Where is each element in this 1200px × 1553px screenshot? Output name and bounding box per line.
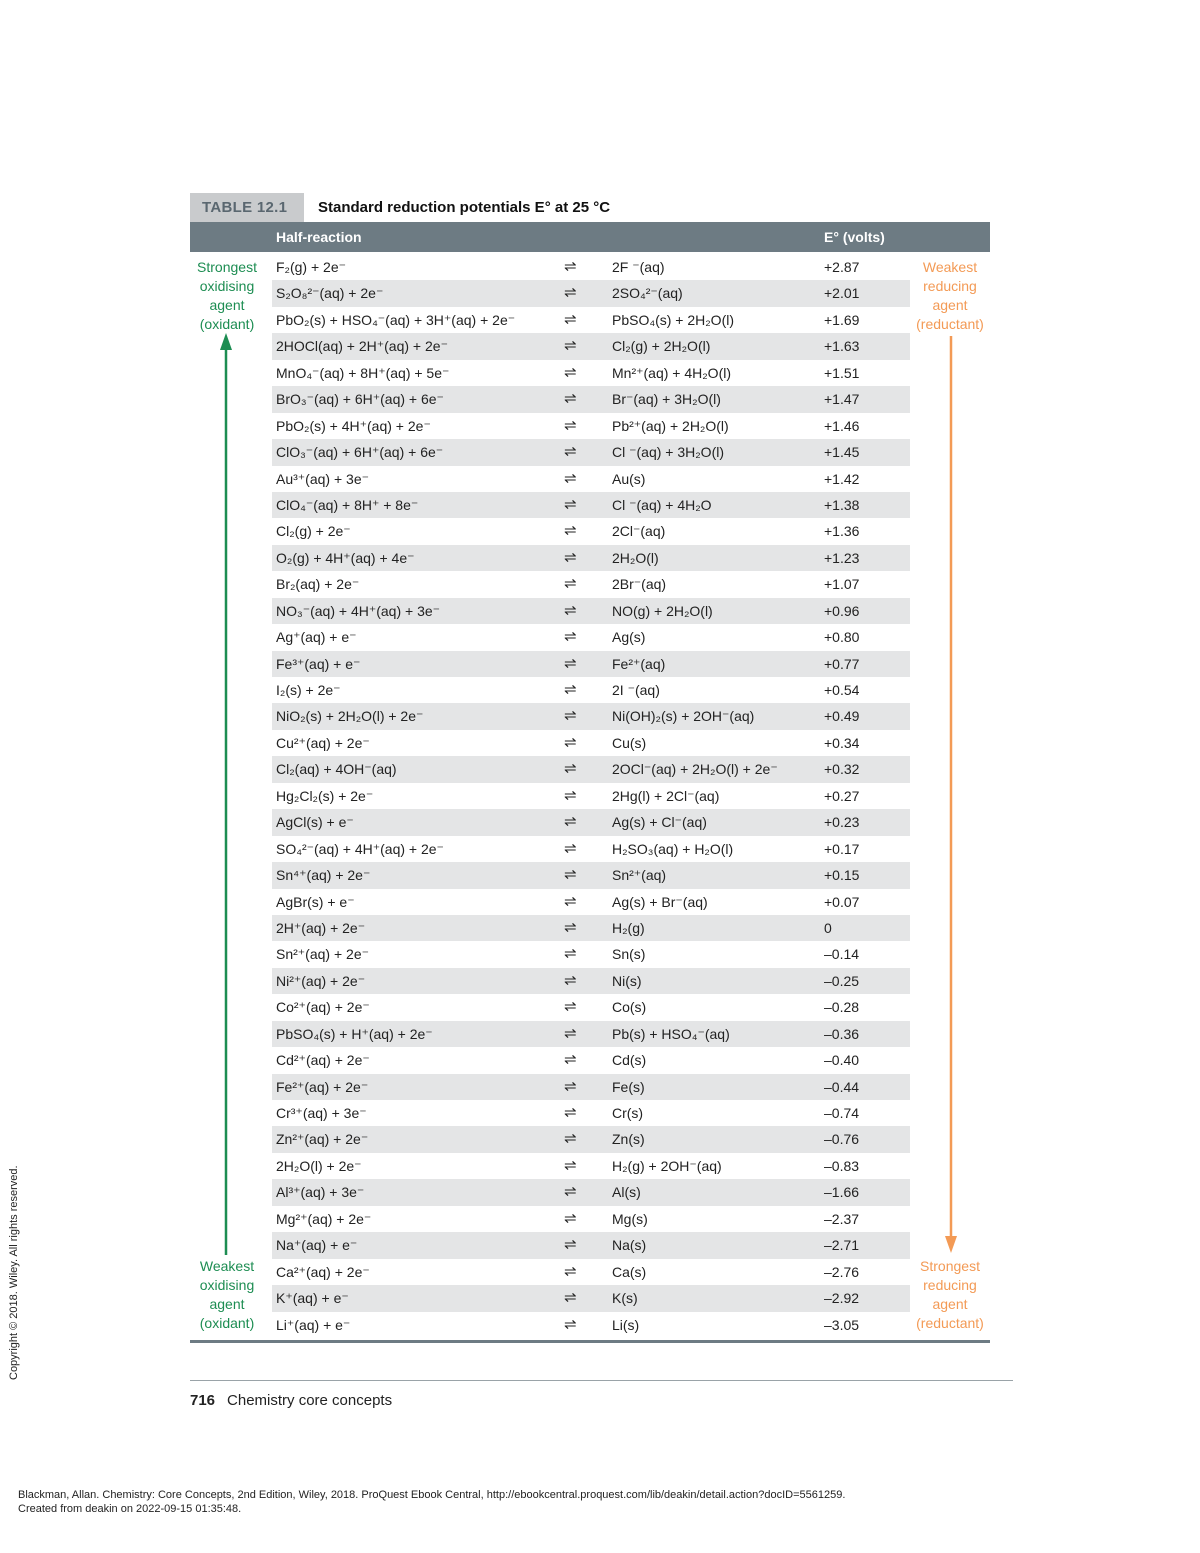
product-side: K(s) (612, 1290, 638, 1307)
potential-value: –0.25 (824, 972, 860, 989)
down-arrow-icon (945, 336, 957, 1253)
reactant-side: Ca²⁺(aq) + 2e⁻ (276, 1263, 370, 1280)
potential-value: –0.28 (824, 999, 860, 1016)
product-side: Ni(OH)₂(s) + 2OH⁻(aq) (612, 708, 755, 725)
product-side: Au(s) (612, 470, 646, 487)
equilibrium-arrow-icon: ⇌ (564, 1024, 577, 1042)
potential-value: +1.69 (824, 311, 860, 328)
reactant-side: PbSO₄(s) + H⁺(aq) + 2e⁻ (276, 1025, 433, 1042)
potential-value: +0.27 (824, 787, 860, 804)
equilibrium-arrow-icon: ⇌ (564, 522, 577, 540)
potential-value: +1.42 (824, 470, 860, 487)
equilibrium-arrow-icon: ⇌ (564, 866, 577, 884)
label-line: Strongest (920, 1258, 980, 1274)
product-side: Cl ⁻(aq) + 4H₂O (612, 496, 712, 513)
equilibrium-arrow-icon: ⇌ (564, 416, 577, 434)
equilibrium-arrow-icon: ⇌ (564, 733, 577, 751)
equilibrium-arrow-icon: ⇌ (564, 945, 577, 963)
reactant-side: Li⁺(aq) + e⁻ (276, 1316, 351, 1333)
reactant-side: O₂(g) + 4H⁺(aq) + 4e⁻ (276, 549, 415, 566)
equilibrium-arrow-icon: ⇌ (564, 495, 577, 513)
equilibrium-arrow-icon: ⇌ (564, 1156, 577, 1174)
potential-value: +1.47 (824, 391, 860, 408)
product-side: 2Br⁻(aq) (612, 576, 667, 593)
equilibrium-arrow-icon: ⇌ (564, 337, 577, 355)
reactant-side: Mg²⁺(aq) + 2e⁻ (276, 1210, 372, 1227)
equilibrium-arrow-icon: ⇌ (564, 258, 577, 275)
footer-rule (190, 1380, 1013, 1381)
equilibrium-arrow-icon: ⇌ (564, 601, 577, 619)
reactant-side: Al³⁺(aq) + 3e⁻ (276, 1184, 365, 1201)
label-line: reducing (923, 278, 977, 294)
label-line: Weakest (199, 1258, 255, 1274)
reactant-side: Br₂(aq) + 2e⁻ (276, 576, 360, 593)
equilibrium-arrow-icon: ⇌ (564, 1289, 577, 1307)
equilibrium-arrow-icon: ⇌ (564, 1104, 577, 1121)
product-side: 2OCl⁻(aq) + 2H₂O(l) + 2e⁻ (612, 761, 778, 778)
reactant-side: Co²⁺(aq) + 2e⁻ (276, 999, 370, 1016)
equilibrium-arrow-icon: ⇌ (564, 1051, 577, 1069)
table-label: TABLE 12.1 (190, 193, 304, 222)
potential-value: +1.63 (824, 338, 860, 355)
citation-line-1: Blackman, Allan. Chemistry: Core Concepts, 2nd Edition, Wiley, 2018. ProQuest Ebook Central, http://ebookcentral.proquest.com/lib/deakin/detail.action?docID=5561259. (18, 1489, 846, 1501)
reactant-side: Ag⁺(aq) + e⁻ (276, 629, 357, 646)
product-side: Fe²⁺(aq) (612, 655, 666, 672)
reactant-side: Cl₂(g) + 2e⁻ (276, 523, 351, 540)
product-side: Sn(s) (612, 946, 646, 963)
product-side: Al(s) (612, 1184, 641, 1201)
reactant-side: BrO₃⁻(aq) + 6H⁺(aq) + 6e⁻ (276, 391, 444, 408)
citation-line-2: Created from deakin on 2022-09-15 01:35:48. (18, 1503, 242, 1515)
label-line: (oxidant) (199, 1315, 255, 1331)
equilibrium-arrow-icon: ⇌ (564, 1262, 577, 1280)
potential-value: +0.96 (824, 602, 860, 619)
reactant-side: Au³⁺(aq) + 3e⁻ (276, 470, 369, 487)
reactant-side: PbO₂(s) + 4H⁺(aq) + 2e⁻ (276, 417, 431, 434)
product-side: Fe(s) (612, 1078, 645, 1095)
product-side: H₂(g) + 2OH⁻(aq) (612, 1157, 722, 1174)
citation (18, 1488, 845, 1516)
equilibrium-arrow-icon: ⇌ (564, 363, 577, 381)
product-side: Ca(s) (612, 1263, 647, 1280)
copyright-notice: Copyright © 2018. Wiley. All rights reserved. (8, 1165, 20, 1380)
equilibrium-arrow-icon: ⇌ (564, 469, 577, 487)
equilibrium-arrow-icon: ⇌ (564, 813, 577, 831)
label-line: (reductant) (916, 316, 984, 332)
reactant-side: Hg₂Cl₂(s) + 2e⁻ (276, 787, 374, 804)
equilibrium-arrow-icon: ⇌ (564, 1209, 577, 1227)
equilibrium-arrow-icon: ⇌ (564, 628, 577, 646)
product-side: Ni(s) (612, 972, 642, 989)
label-line: reducing (923, 1277, 977, 1293)
product-side: Pb²⁺(aq) + 2H₂O(l) (612, 417, 729, 434)
product-side: Cd(s) (612, 1052, 647, 1069)
product-side: 2I ⁻(aq) (612, 682, 660, 698)
header-potential: E° (volts) (824, 229, 885, 245)
product-side: 2Hg(l) + 2Cl⁻(aq) (612, 787, 720, 804)
product-side: 2SO₄²⁻(aq) (612, 285, 683, 302)
page-number: 716 (190, 1392, 216, 1409)
label-line: agent (209, 1296, 245, 1312)
potential-value: –2.37 (824, 1210, 860, 1227)
potential-value: –2.76 (824, 1263, 860, 1280)
reactant-side: Cu²⁺(aq) + 2e⁻ (276, 734, 370, 751)
product-side: Na(s) (612, 1237, 647, 1254)
label-line: (oxidant) (199, 316, 255, 332)
label-line: Weakest (922, 259, 978, 275)
potential-value: –2.71 (824, 1237, 860, 1254)
reactant-side: Cr³⁺(aq) + 3e⁻ (276, 1105, 367, 1121)
reactant-side: Fe³⁺(aq) + e⁻ (276, 655, 361, 672)
product-side: Cr(s) (612, 1105, 644, 1121)
potential-value: +2.87 (824, 259, 860, 275)
equilibrium-arrow-icon: ⇌ (564, 310, 577, 328)
reactant-side: Fe²⁺(aq) + 2e⁻ (276, 1078, 369, 1095)
equilibrium-arrow-icon: ⇌ (564, 839, 577, 857)
equilibrium-arrow-icon: ⇌ (564, 575, 577, 593)
equilibrium-arrow-icon: ⇌ (564, 654, 577, 672)
product-side: Pb(s) + HSO₄⁻(aq) (612, 1025, 730, 1042)
product-side: Ag(s) + Br⁻(aq) (612, 893, 708, 910)
product-side: 2F ⁻(aq) (612, 259, 665, 275)
potential-value: +0.15 (824, 867, 860, 884)
potential-value: +0.32 (824, 761, 860, 778)
potential-value: –0.74 (824, 1105, 860, 1121)
product-side: Li(s) (612, 1316, 640, 1333)
equilibrium-arrow-icon: ⇌ (564, 681, 577, 698)
equilibrium-arrow-icon: ⇌ (564, 1315, 577, 1333)
potential-value: +0.23 (824, 814, 860, 831)
product-side: NO(g) + 2H₂O(l) (612, 602, 713, 619)
reactant-side: I₂(s) + 2e⁻ (276, 682, 341, 698)
product-side: Zn(s) (612, 1131, 645, 1148)
product-side: Br⁻(aq) + 3H₂O(l) (612, 391, 721, 408)
product-side: Cl₂(g) + 2H₂O(l) (612, 338, 711, 355)
potential-value: +1.46 (824, 417, 860, 434)
product-side: Co(s) (612, 999, 647, 1016)
potential-value: –0.76 (824, 1131, 860, 1148)
table-title: Standard reduction potentials E° at 25 °C (318, 199, 611, 216)
equilibrium-arrow-icon: ⇌ (564, 707, 577, 725)
reactant-side: 2H⁺(aq) + 2e⁻ (276, 919, 366, 936)
potential-value: +0.77 (824, 655, 860, 672)
equilibrium-arrow-icon: ⇌ (564, 1077, 577, 1095)
label-line: agent (209, 297, 245, 313)
reactant-side: ClO₄⁻(aq) + 8H⁺ + 8e⁻ (276, 496, 419, 513)
label-line: agent (932, 1296, 968, 1312)
reactant-side: NO₃⁻(aq) + 4H⁺(aq) + 3e⁻ (276, 602, 441, 619)
reactant-side: PbO₂(s) + HSO₄⁻(aq) + 3H⁺(aq) + 2e⁻ (276, 311, 516, 328)
equilibrium-arrow-icon: ⇌ (564, 390, 577, 408)
product-side: H₂SO₃(aq) + H₂O(l) (612, 840, 734, 857)
potential-value: +0.34 (824, 734, 860, 751)
potential-value: +0.54 (824, 682, 860, 698)
reactant-side: S₂O₈²⁻(aq) + 2e⁻ (276, 285, 384, 302)
potential-value: +1.07 (824, 576, 860, 593)
label-line: oxidising (199, 278, 255, 294)
product-side: Cl ⁻(aq) + 3H₂O(l) (612, 444, 725, 461)
reactant-side: F₂(g) + 2e⁻ (276, 259, 347, 275)
potential-value: –3.05 (824, 1316, 860, 1333)
product-side: Sn²⁺(aq) (612, 867, 667, 884)
reactant-side: Sn⁴⁺(aq) + 2e⁻ (276, 867, 371, 884)
product-side: 2Cl⁻(aq) (612, 523, 666, 540)
potential-value: +1.51 (824, 364, 860, 381)
reactant-side: Na⁺(aq) + e⁻ (276, 1237, 358, 1254)
reactant-side: Sn²⁺(aq) + 2e⁻ (276, 946, 369, 963)
potential-value: –0.14 (824, 946, 860, 963)
potential-value: +1.38 (824, 496, 860, 513)
label-line: agent (932, 297, 968, 313)
potential-value: –1.66 (824, 1184, 860, 1201)
potential-value: +0.80 (824, 629, 860, 646)
header-half-reaction: Half-reaction (276, 229, 362, 245)
equilibrium-arrow-icon: ⇌ (564, 443, 577, 461)
potential-value: +0.17 (824, 840, 860, 857)
equilibrium-arrow-icon: ⇌ (564, 284, 577, 302)
reactant-side: 2H₂O(l) + 2e⁻ (276, 1157, 362, 1174)
product-side: Mg(s) (612, 1210, 648, 1227)
potential-value: –0.36 (824, 1025, 860, 1042)
table-bottom-rule (190, 1340, 990, 1343)
product-side: Ag(s) + Cl⁻(aq) (612, 814, 707, 831)
equilibrium-arrow-icon: ⇌ (564, 998, 577, 1016)
product-side: PbSO₄(s) + 2H₂O(l) (612, 311, 735, 328)
potential-value: –2.92 (824, 1290, 860, 1307)
reactant-side: Cd²⁺(aq) + 2e⁻ (276, 1052, 370, 1069)
product-side: Mn²⁺(aq) + 4H₂O(l) (612, 364, 732, 381)
reactant-side: K⁺(aq) + e⁻ (276, 1290, 349, 1307)
reactant-side: 2HOCl(aq) + 2H⁺(aq) + 2e⁻ (276, 338, 448, 355)
equilibrium-arrow-icon: ⇌ (564, 786, 577, 804)
book-title: Chemistry core concepts (227, 1392, 393, 1409)
potential-value: +0.49 (824, 708, 860, 725)
equilibrium-arrow-icon: ⇌ (564, 1236, 577, 1254)
product-side: 2H₂O(l) (612, 549, 659, 566)
label-line: oxidising (199, 1277, 255, 1293)
reactant-side: MnO₄⁻(aq) + 8H⁺(aq) + 5e⁻ (276, 364, 450, 381)
reactant-side: Ni²⁺(aq) + 2e⁻ (276, 972, 366, 989)
label-line: (reductant) (916, 1315, 984, 1331)
reactant-side: AgCl(s) + e⁻ (276, 814, 354, 831)
product-side: H₂(g) (612, 919, 645, 936)
potential-value: +0.07 (824, 893, 860, 910)
reactant-side: AgBr(s) + e⁻ (276, 893, 355, 910)
potential-value: +2.01 (824, 285, 860, 302)
equilibrium-arrow-icon: ⇌ (564, 1183, 577, 1201)
equilibrium-arrow-icon: ⇌ (564, 548, 577, 566)
up-arrow-icon (220, 333, 232, 1255)
potential-value: 0 (824, 919, 832, 936)
equilibrium-arrow-icon: ⇌ (564, 1130, 577, 1148)
potential-value: +1.36 (824, 523, 860, 540)
equilibrium-arrow-icon: ⇌ (564, 918, 577, 936)
reactant-side: Zn²⁺(aq) + 2e⁻ (276, 1131, 369, 1148)
reactant-side: Cl₂(aq) + 4OH⁻(aq) (276, 761, 397, 778)
label-line: Strongest (197, 259, 257, 275)
potential-value: –0.40 (824, 1052, 860, 1069)
potential-value: +1.45 (824, 444, 860, 461)
equilibrium-arrow-icon: ⇌ (564, 760, 577, 778)
potential-value: +1.23 (824, 549, 860, 566)
page-footer (190, 1392, 392, 1409)
reactant-side: ClO₃⁻(aq) + 6H⁺(aq) + 6e⁻ (276, 444, 444, 461)
reactant-side: SO₄²⁻(aq) + 4H⁺(aq) + 2e⁻ (276, 840, 444, 857)
product-side: Cu(s) (612, 734, 647, 751)
reactant-side: NiO₂(s) + 2H₂O(l) + 2e⁻ (276, 708, 424, 725)
potential-value: –0.44 (824, 1078, 860, 1095)
product-side: Ag(s) (612, 629, 646, 646)
equilibrium-arrow-icon: ⇌ (564, 971, 577, 989)
potential-value: –0.83 (824, 1157, 860, 1174)
equilibrium-arrow-icon: ⇌ (564, 892, 577, 910)
